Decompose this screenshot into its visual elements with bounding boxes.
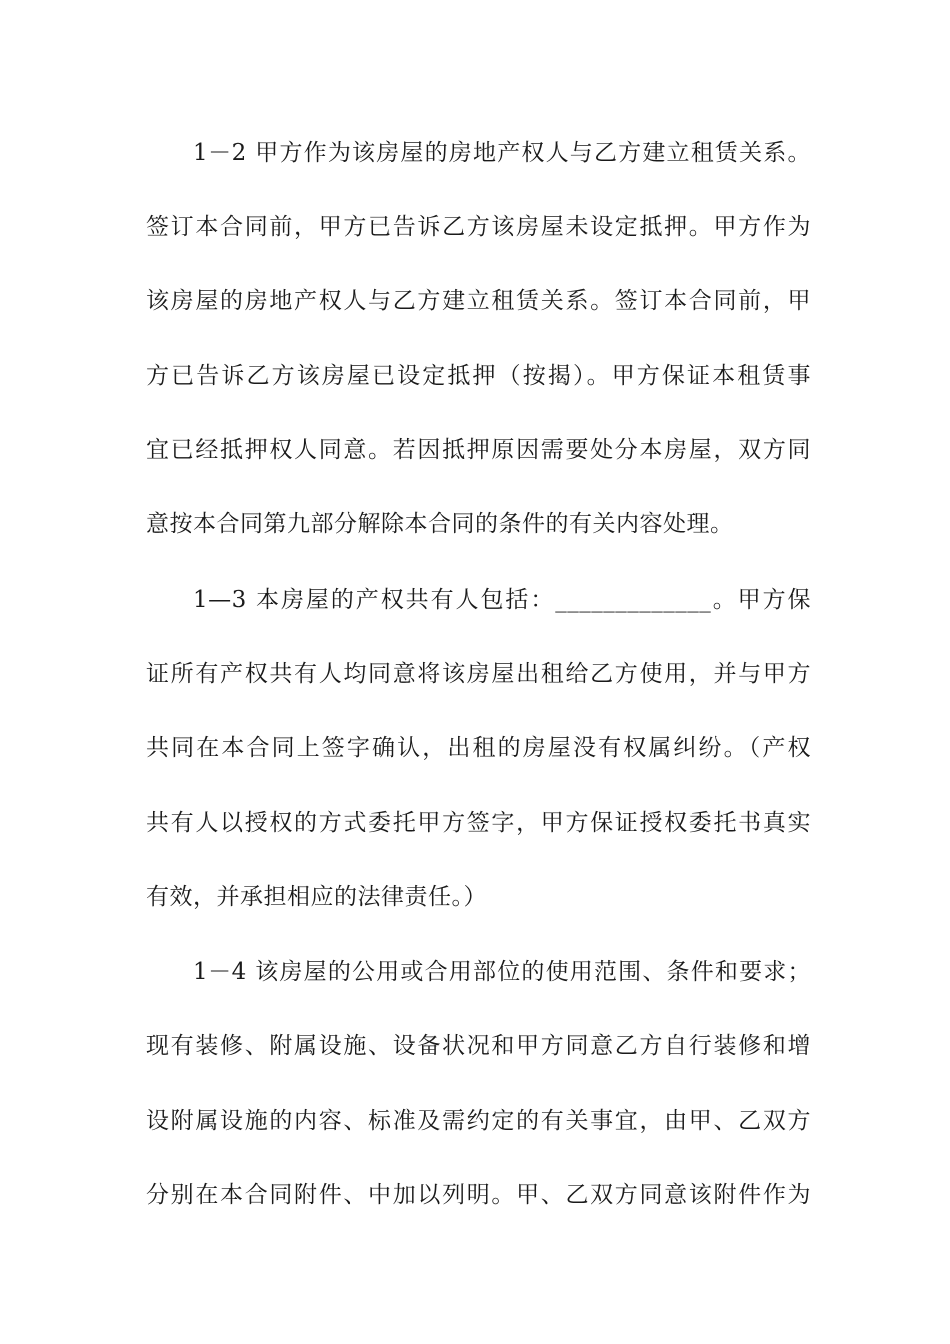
clause-1-2-line-4: 方已告诉乙方该房屋已设定抵押（按揭）。甲方保证本租赁事: [146, 363, 811, 389]
clause-1-3-line-5: 有效，并承担相应的法律责任。）: [146, 884, 487, 910]
clause-1-2-line-3: 该房屋的房地产权人与乙方建立租赁关系。签订本合同前，甲: [146, 288, 811, 314]
clause-1-2-line-2: 签订本合同前，甲方已告诉乙方该房屋未设定抵押。甲方作为: [146, 214, 811, 240]
clause-1-2-line-1: 1－2 甲方作为该房屋的房地产权人与乙方建立租赁关系。: [193, 140, 811, 166]
clause-1-3-line-1: 1—3 本房屋的产权共有人包括：_____________。甲方保: [193, 587, 811, 613]
clause-1-3-line-2: 证所有产权共有人均同意将该房屋出租给乙方使用，并与甲方: [146, 661, 811, 687]
clause-1-4-line-3: 设附属设施的内容、标准及需约定的有关事宜，由甲、乙双方: [146, 1108, 811, 1134]
clause-1-4-line-2: 现有装修、附属设施、设备状况和甲方同意乙方自行装修和增: [146, 1033, 811, 1059]
clause-1-3-line-4: 共有人以授权的方式委托甲方签字，甲方保证授权委托书真实: [146, 810, 811, 836]
clause-1-4-line-4: 分别在本合同附件、中加以列明。甲、乙双方同意该附件作为: [146, 1182, 811, 1208]
clause-1-4-line-1: 1－4 该房屋的公用或合用部位的使用范围、条件和要求；: [193, 959, 811, 985]
clause-1-2-line-6: 意按本合同第九部分解除本合同的条件的有关内容处理。: [146, 511, 734, 537]
clause-1-3-line-3: 共同在本合同上签字确认，出租的房屋没有权属纠纷。（产权: [146, 735, 811, 761]
clause-1-2-line-5: 宜已经抵押权人同意。若因抵押原因需要处分本房屋，双方同: [146, 437, 811, 463]
